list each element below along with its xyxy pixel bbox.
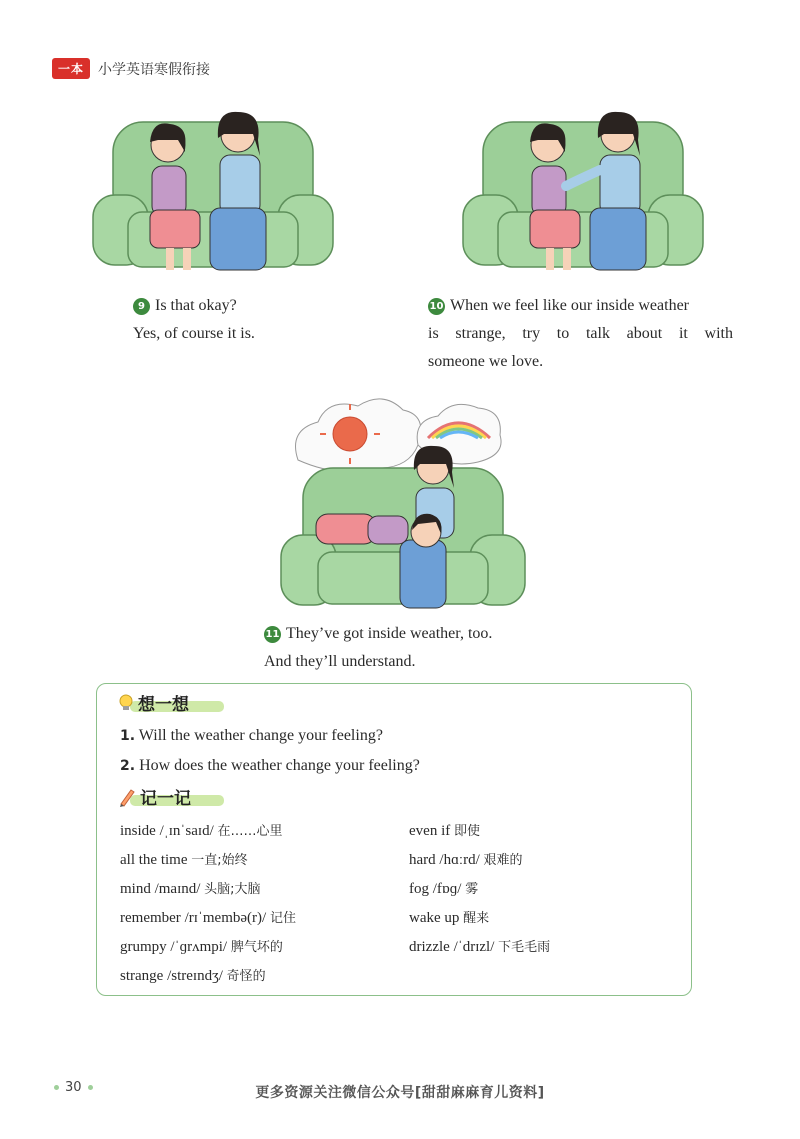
caption-9 [133, 292, 353, 348]
caption-number-badge: 10 [428, 298, 445, 315]
vocab-item: wake up 醒来 [409, 910, 490, 926]
vocab-item: inside /ˌɪnˈsaɪd/ 在……心里 [120, 823, 283, 839]
vocab-item: grumpy /ˈɡrʌmpi/ 脾气坏的 [120, 939, 283, 955]
caption-11 [264, 620, 584, 676]
vocab-item: even if 即使 [409, 823, 480, 839]
vocab-item: drizzle /ˈdrɪzl/ 下毛毛雨 [409, 939, 551, 955]
caption-line: Yes, of course it is. [133, 325, 255, 342]
footer-note: 更多资源关注微信公众号[甜甜麻麻育儿资料] [255, 1085, 545, 1101]
vocab-item: mind /maɪnd/ 头脑;大脑 [120, 881, 261, 897]
question-2: 2. How does the weather change your feeling? [120, 757, 420, 774]
caption-10 [428, 292, 733, 376]
question-1: 1. Will the weather change your feeling? [120, 727, 383, 744]
lightbulb-icon [118, 693, 134, 713]
caption-line: someone we love. [428, 353, 544, 370]
page-number: 30 [48, 1080, 99, 1095]
caption-line: And they’ll understand. [264, 653, 416, 670]
vocab-item: hard /hɑːrd/ 艰难的 [409, 852, 523, 868]
brand-logo: 一本 [52, 58, 90, 79]
think-heading: 想一想 [118, 690, 189, 715]
vocab-item: remember /rɪˈmembə(r)/ 记住 [120, 910, 296, 926]
header-title: 小学英语寒假衔接 [98, 61, 211, 78]
caption-line: They’ve got inside weather, too. [286, 625, 493, 642]
page-header [52, 58, 210, 79]
caption-line: Is that okay? [155, 297, 237, 314]
illustration-sofa-rest [278, 390, 528, 615]
caption-number-badge: 9 [133, 298, 150, 315]
illustration-sofa-comfort [458, 100, 708, 280]
caption-line: is strange, try to talk about it with [428, 325, 733, 342]
caption-line: When we feel like our inside weather [450, 297, 690, 314]
caption-number-badge: 11 [264, 626, 281, 643]
remember-heading: 记一记 [118, 784, 191, 809]
illustration-sofa-talk [88, 100, 338, 280]
vocab-item: fog /fɒɡ/ 雾 [409, 881, 479, 897]
vocab-item: all the time 一直;始终 [120, 852, 248, 868]
pencil-icon [118, 787, 136, 807]
vocab-item: strange /streɪndʒ/ 奇怪的 [120, 968, 266, 984]
